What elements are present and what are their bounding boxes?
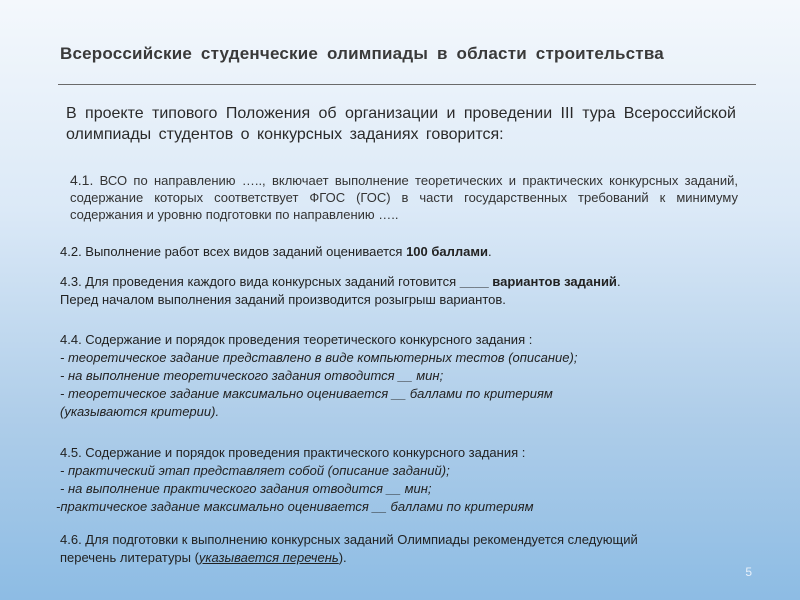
paragraph-4-6-line-2 [60, 549, 760, 567]
title-divider [58, 84, 756, 85]
paragraph-4-5-heading: 4.5. Содержание и порядок проведения практического конкурсного задания : [60, 445, 526, 460]
paragraph-4-3-line-1 [60, 273, 760, 291]
slide-page-number: 5 [745, 565, 752, 579]
intro-paragraph: В проекте типового Положения об организации и проведении III тура Всероссийской олимпиады студентов о конкурсных заданиях говорится: [66, 105, 736, 143]
paragraph-4-1-text: ВСО по направлению ….., включает выполнение теоретических и практических конкурсных заданий, содержание которых соответствует ФГОС (ГОС) в части государственных требований к минимуму содержания и уровню подготовки по направлению ….. [70, 173, 738, 222]
paragraph-4-1 [70, 172, 738, 223]
paragraph-4-3-line-2: Перед началом выполнения заданий производится розыгрыш вариантов. [60, 292, 506, 307]
paragraph-4-3-suffix: . [616, 274, 621, 289]
paragraph-4-4-line-3: - теоретическое задание максимально оценивается __ баллами по критериям [60, 386, 553, 401]
paragraph-4-5-line-2: - на выполнение практического задания отводится __ мин; [60, 481, 432, 496]
paragraph-4-2-score: 100 баллами [406, 244, 488, 259]
paragraph-4-4-line-2: - на выполнение теоретического задания отводится __ мин; [60, 368, 444, 383]
paragraph-4-4-line-4: (указываются критерии). [60, 404, 220, 419]
paragraph-4-4 [60, 331, 760, 421]
paragraph-4-6-prefix: перечень литературы ( [60, 550, 199, 565]
paragraph-4-6 [60, 531, 760, 567]
paragraph-4-5-line-3: -практическое задание максимально оценивается __ баллами по критериям [56, 499, 534, 514]
paragraph-4-3-blank: ____ [459, 274, 489, 289]
paragraph-4-5 [56, 444, 760, 516]
paragraph-4-6-list-placeholder: указывается перечень [198, 550, 339, 565]
paragraph-4-6-suffix: ). [338, 550, 347, 565]
paragraph-4-1-number: 4.1. [70, 172, 94, 188]
paragraph-4-2-text: 4.2. Выполнение работ всех видов заданий оценивается [60, 244, 407, 259]
paragraph-4-3-prefix: 4.3. Для проведения каждого вида конкурсных заданий готовится [60, 274, 460, 289]
paragraph-4-2 [60, 243, 760, 260]
paragraph-4-2-end: . [488, 244, 492, 259]
paragraph-4-4-line-1: - теоретическое задание представлено в виде компьютерных тестов (описание); [60, 350, 578, 365]
slide-title: Всероссийские студенческие олимпиады в области строительства [60, 44, 664, 63]
paragraph-4-4-heading: 4.4. Содержание и порядок проведения теоретического конкурсного задания : [60, 332, 533, 347]
paragraph-4-3-variants: вариантов заданий [488, 274, 617, 289]
paragraph-4-5-line-1: - практический этап представляет собой (описание заданий); [60, 463, 450, 478]
paragraph-4-6-line-1: 4.6. Для подготовки к выполнению конкурсных заданий Олимпиады рекомендуется следующий [60, 532, 638, 547]
paragraph-4-3 [60, 273, 760, 309]
